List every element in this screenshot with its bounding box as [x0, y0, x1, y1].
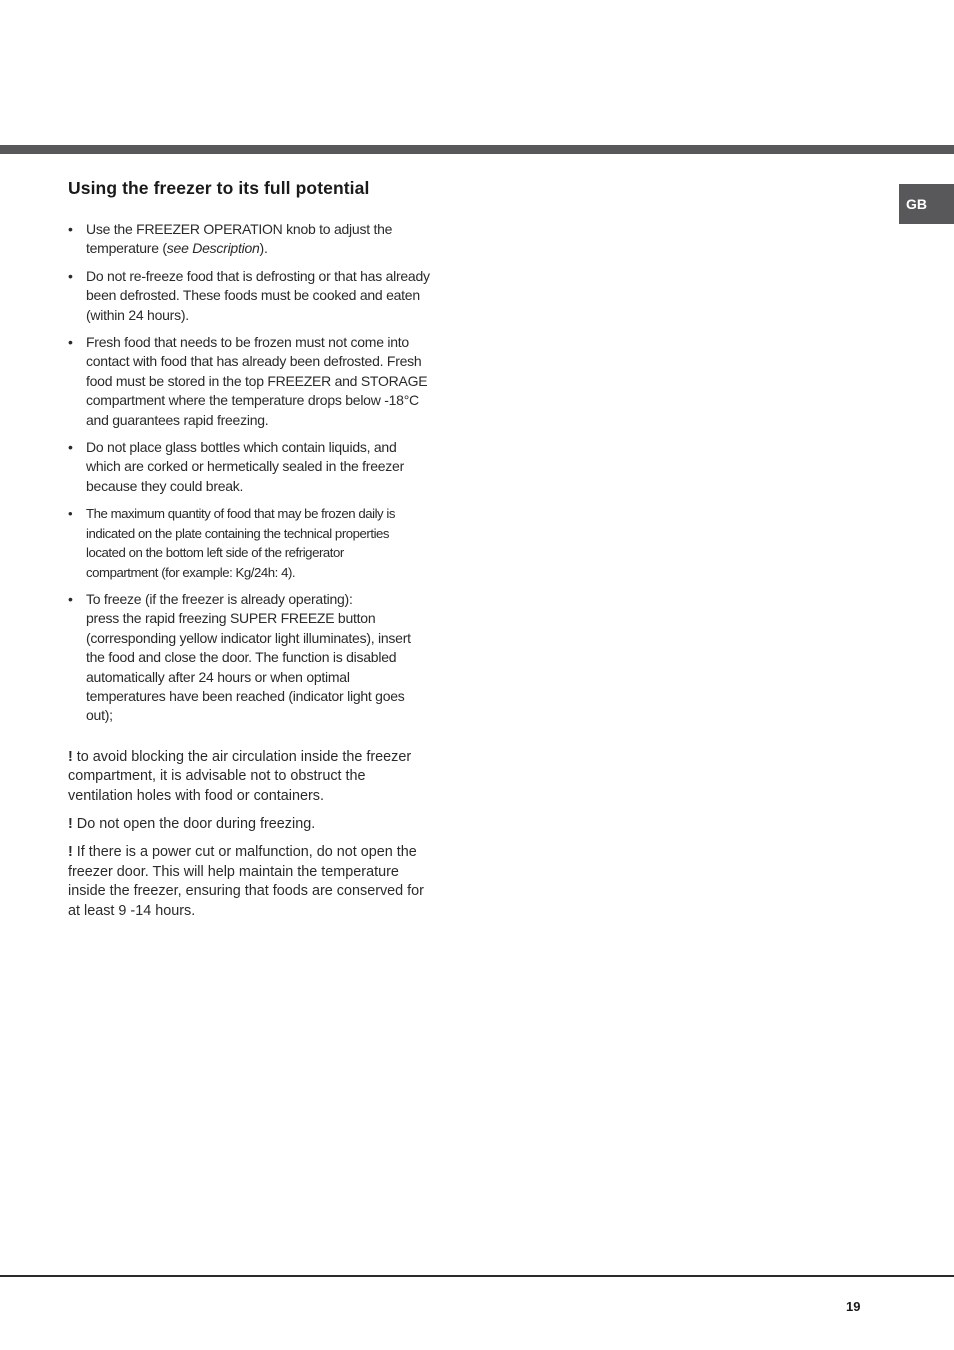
text-line: and guarantees rapid freezing. — [86, 411, 269, 428]
text-line: compartment (for example: Kg/24h: 4). — [86, 564, 296, 580]
text-fragment: to avoid blocking the air circulation inside the freezer — [72, 748, 412, 765]
text-line: (corresponding yellow indicator light illuminates), insert — [86, 629, 411, 646]
language-tab: GB — [899, 184, 954, 224]
text-fragment: at least 9 -14 hours. — [68, 902, 196, 919]
text-line: because they could break. — [86, 477, 244, 494]
page-number: 19 — [846, 1299, 861, 1314]
text-fragment: compartment, it is advisable not to obstruct the — [68, 768, 366, 785]
list-item — [68, 267, 448, 325]
text-fragment: If there is a power cut or malfunction, do not open the — [72, 844, 417, 861]
footer-rule — [0, 1275, 954, 1277]
text-line: indicated on the plate containing the technical properties — [86, 525, 390, 541]
warning-notes — [68, 748, 448, 921]
bullet-icon: • — [68, 267, 73, 284]
text-line: Fresh food that needs to be frozen must not come into — [86, 334, 409, 351]
text-line: press the rapid freezing SUPER FREEZE button — [86, 610, 376, 627]
exclamation-icon: ! — [68, 815, 73, 832]
text-line: out); — [86, 707, 113, 724]
list-item — [68, 504, 448, 582]
bullet-icon: • — [68, 506, 73, 522]
bullet-icon: • — [68, 334, 73, 351]
description-reference: see Description — [166, 240, 260, 257]
text-line: The maximum quantity of food that may be frozen daily is — [86, 506, 396, 522]
bullet-icon: • — [68, 439, 73, 456]
text-line: Use the FREEZER OPERATION knob to adjust the — [86, 221, 393, 237]
text-line: contact with food that has already been defrosted. Fresh — [86, 353, 422, 370]
text-line: located on the bottom left side of the refrigerator — [86, 545, 344, 561]
text-fragment: ventilation holes with food or containers. — [68, 787, 324, 804]
list-item — [68, 590, 448, 726]
text-line: compartment where the temperature drops below -18°C — [86, 392, 419, 409]
section-title: Using the freezer to its full potential — [68, 178, 370, 198]
text-line: Do not re-freeze food that is defrosting or that has already — [86, 267, 430, 284]
text-line: food must be stored in the top FREEZER and STORAGE — [86, 372, 428, 389]
text-line: temperatures have been reached (indicator light goes — [86, 687, 405, 704]
warning-note — [68, 815, 448, 834]
text-line: been defrosted. These foods must be cooked and eaten — [86, 287, 420, 304]
text-fragment: temperature ( — [86, 240, 167, 257]
list-item — [68, 220, 448, 259]
text-fragment: freezer door. This will help maintain the temperature — [68, 863, 399, 880]
header-bar — [0, 145, 954, 154]
exclamation-icon: ! — [68, 844, 73, 861]
text-line: To freeze (if the freezer is already operating): — [86, 590, 353, 607]
bullet-icon: • — [68, 221, 73, 237]
warning-note — [68, 748, 448, 806]
text-line — [86, 239, 448, 258]
text-line: (within 24 hours). — [86, 306, 189, 323]
list-item — [68, 333, 448, 430]
text-fragment: inside the freezer, ensuring that foods are conserved for — [68, 883, 424, 900]
text-line: automatically after 24 hours or when optimal — [86, 668, 350, 685]
list-item — [68, 438, 448, 496]
warning-note — [68, 843, 448, 921]
text-fragment: ). — [259, 240, 268, 257]
bullet-list — [68, 220, 448, 726]
exclamation-icon: ! — [68, 748, 73, 765]
main-content — [68, 178, 448, 930]
text-line: which are corked or hermetically sealed in the freezer — [86, 458, 404, 475]
text-line: the food and close the door. The function is disabled — [86, 649, 397, 666]
text-line: Do not place glass bottles which contain liquids, and — [86, 439, 397, 456]
bullet-icon: • — [68, 590, 73, 607]
text-fragment: Do not open the door during freezing. — [72, 815, 316, 832]
